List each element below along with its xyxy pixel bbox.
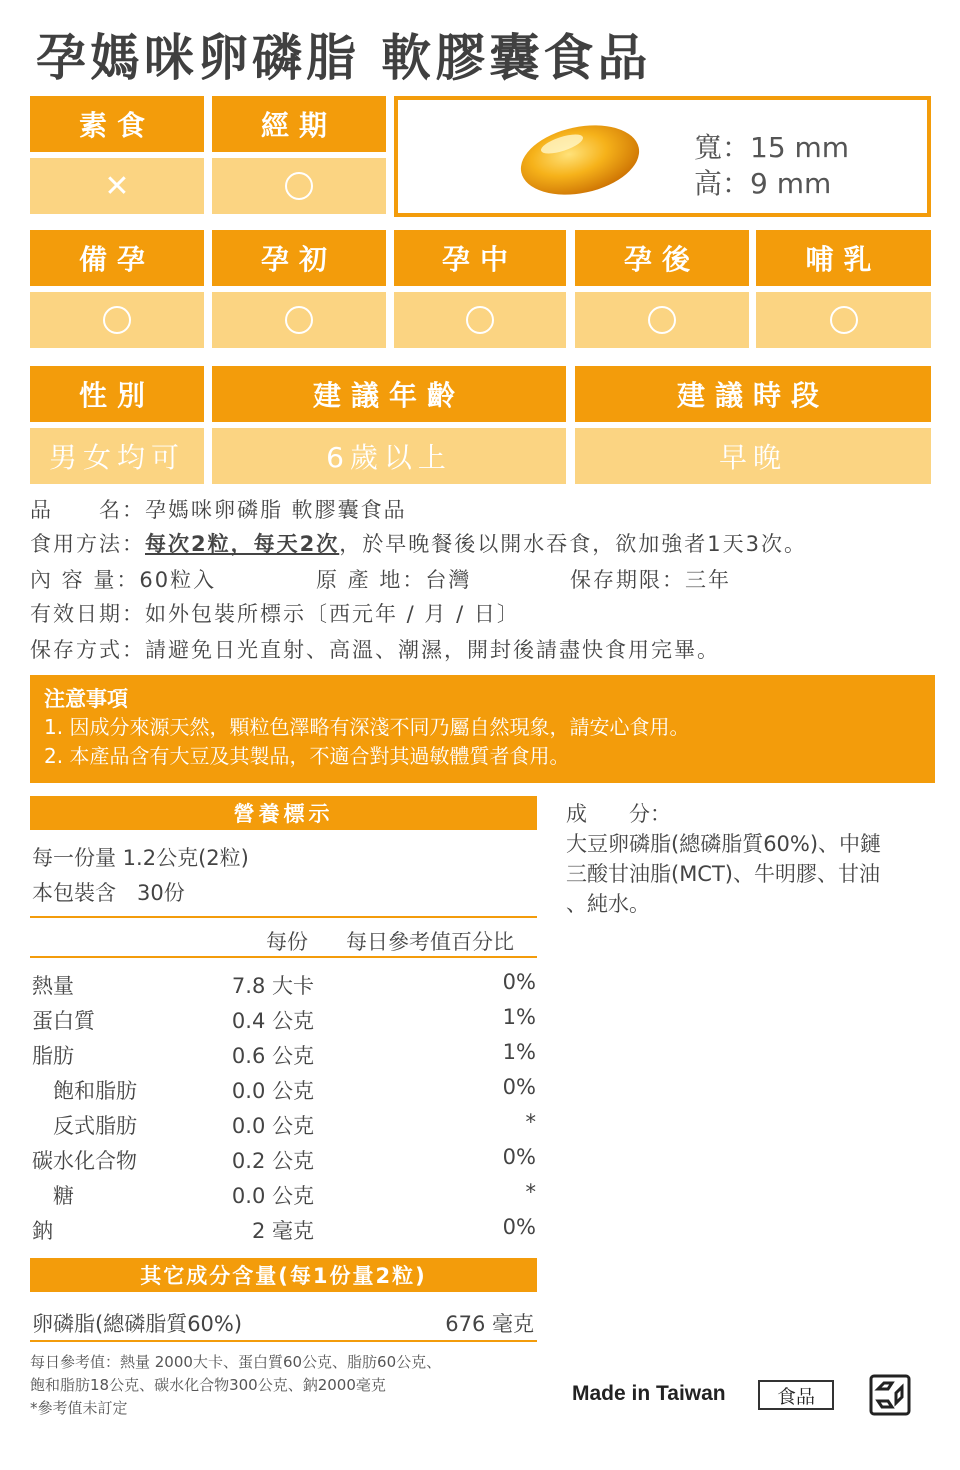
circle-icon	[285, 306, 313, 334]
nutrient-name: 反式脂肪	[32, 1114, 137, 1138]
notice-box	[30, 675, 935, 783]
shelf-value: 三年	[685, 568, 731, 592]
serving-size: 每一份量 1.2公克(2粒)	[32, 846, 249, 870]
ingredients-line-3: 、純水。	[566, 892, 650, 916]
time-value: 早晚	[575, 428, 931, 484]
circle-icon	[466, 306, 494, 334]
stage-value-nursing	[756, 292, 931, 348]
stage-value-early	[212, 292, 386, 348]
nutrient-name: 鈉	[32, 1219, 53, 1243]
footnote-line-1: 每日參考值：熱量 2000大卡、蛋白質60公克、脂肪60公克、	[30, 1353, 442, 1371]
nutrient-daily-percent: 1%	[502, 1040, 536, 1064]
nutrient-daily-percent: 0%	[502, 1145, 536, 1169]
nutrient-daily-percent: 1%	[502, 1005, 536, 1029]
content-label: 內 容 量：	[30, 568, 140, 592]
nutrient-amount: 0.4 公克	[231, 1009, 314, 1033]
nutrient-amount: 0.2 公克	[231, 1149, 314, 1173]
nutrition-title: 營養標示	[30, 796, 537, 830]
stage-value-mid	[394, 292, 566, 348]
ingredients-line-1: 大豆卵磷脂(總磷脂質60%)、中鏈	[566, 832, 882, 856]
expiry-label: 有效日期：	[30, 602, 145, 626]
circle-icon	[103, 306, 131, 334]
notice-heading: 注意事項	[44, 687, 128, 711]
shelf-label: 保存期限：	[570, 568, 685, 592]
stage-value-prep	[30, 292, 204, 348]
age-header: 建議年齡	[212, 366, 566, 422]
storage-value: 請避免日光直射、高溫、潮濕，開封後請盡快食用完畢。	[145, 638, 720, 662]
circle-icon	[285, 172, 313, 200]
storage-label: 保存方式：	[30, 638, 145, 662]
divider	[30, 916, 537, 918]
time-header: 建議時段	[575, 366, 931, 422]
nutrient-daily-percent: 0%	[502, 1075, 536, 1099]
stage-header-early: 孕初	[212, 230, 386, 286]
capsule-width: 寬：15 mm	[694, 131, 850, 164]
usage-rest: ，於早晚餐後以開水吞食，欲加強者1天3次。	[339, 532, 807, 556]
lecithin-name: 卵磷脂(總磷脂質60%)	[32, 1312, 243, 1336]
expiry-value: 如外包裝所標示〔西元年 / 月 / 日〕	[145, 602, 520, 626]
nutrient-name: 蛋白質	[32, 1009, 95, 1033]
nutrient-name: 飽和脂肪	[32, 1079, 137, 1103]
product-title: 孕媽咪卵磷脂 軟膠囊食品	[36, 29, 652, 87]
capsule-size-box	[394, 96, 931, 217]
nutrient-amount: 0.6 公克	[231, 1044, 314, 1068]
nutrient-amount: 7.8 大卡	[231, 974, 314, 998]
content-value: 60粒入	[139, 568, 217, 592]
info-shelf-life	[570, 564, 731, 594]
nutrient-daily-percent: 0%	[502, 970, 536, 994]
stage-header-nursing: 哺乳	[756, 230, 931, 286]
stage-header-mid: 孕中	[394, 230, 566, 286]
info-usage-line	[30, 528, 807, 558]
notice-line-2: 2. 本產品含有大豆及其製品，不適合對其過敏體質者食用。	[44, 744, 570, 768]
origin-label: 原 產 地：	[316, 568, 426, 592]
nutrient-daily-percent: *	[525, 1110, 536, 1134]
capsule-height: 高：9 mm	[694, 167, 832, 200]
period-header: 經期	[212, 96, 386, 152]
column-per-serving: 每份	[266, 930, 308, 954]
nutrient-amount: 0.0 公克	[231, 1079, 314, 1103]
info-storage-line	[30, 634, 720, 664]
circle-icon	[648, 306, 676, 334]
info-origin	[316, 564, 471, 594]
servings-per-pack: 本包裝含 30份	[32, 881, 185, 905]
gender-value: 男女均可	[30, 428, 204, 484]
softgel-capsule-image	[510, 114, 650, 204]
ingredients-label: 成 分：	[566, 802, 671, 826]
nutrient-name: 熱量	[32, 974, 74, 998]
column-daily-value: 每日參考值百分比	[346, 930, 514, 954]
vegetarian-header: 素食	[30, 96, 204, 152]
stage-value-late	[575, 292, 749, 348]
nutrient-daily-percent: 0%	[502, 1215, 536, 1239]
nutrient-name: 脂肪	[32, 1044, 74, 1068]
stage-header-late: 孕後	[575, 230, 749, 286]
cross-icon: ✕	[104, 168, 130, 204]
footnote-line-3: *參考值未訂定	[30, 1399, 128, 1417]
footnote-line-2: 飽和脂肪18公克、碳水化合物300公克、鈉2000毫克	[30, 1376, 386, 1394]
divider	[30, 956, 537, 958]
stage-header-prep: 備孕	[30, 230, 204, 286]
ingredients-line-2: 三酸甘油脂(MCT)、牛明膠、甘油	[566, 862, 880, 886]
age-value: 6歲以上	[212, 428, 566, 484]
usage-dose: 每次2粒，每天2次	[145, 532, 340, 556]
info-name-line	[30, 494, 407, 524]
capsule-dimensions	[694, 130, 849, 202]
period-value	[212, 158, 386, 214]
name-label: 品 名：	[30, 498, 145, 522]
nutrient-name: 碳水化合物	[32, 1149, 137, 1173]
nutrient-amount: 2 毫克	[251, 1219, 314, 1243]
lecithin-amount: 676 毫克	[445, 1312, 534, 1336]
nutrient-amount: 0.0 公克	[231, 1184, 314, 1208]
other-ingredients-title: 其它成分含量(每1份量2粒)	[30, 1258, 537, 1292]
usage-label: 食用方法：	[30, 532, 145, 556]
info-content-line	[30, 564, 216, 594]
nutrient-name: 糖	[32, 1184, 74, 1208]
made-in-taiwan: Made in Taiwan	[572, 1382, 726, 1405]
nutrient-daily-percent: *	[525, 1180, 536, 1204]
circle-icon	[830, 306, 858, 334]
notice-line-1: 1. 因成分來源天然，顆粒色澤略有深淺不同乃屬自然現象，請安心食用。	[44, 715, 690, 739]
nutrient-amount: 0.0 公克	[231, 1114, 314, 1138]
divider	[30, 1340, 537, 1342]
origin-value: 台灣	[425, 568, 472, 592]
gender-header: 性別	[30, 366, 204, 422]
vegetarian-value	[30, 158, 204, 214]
name-value: 孕媽咪卵磷脂 軟膠囊食品	[145, 498, 407, 522]
recycle-icon	[868, 1373, 912, 1417]
info-expiry-line	[30, 598, 520, 628]
food-badge: 食品	[758, 1380, 834, 1410]
